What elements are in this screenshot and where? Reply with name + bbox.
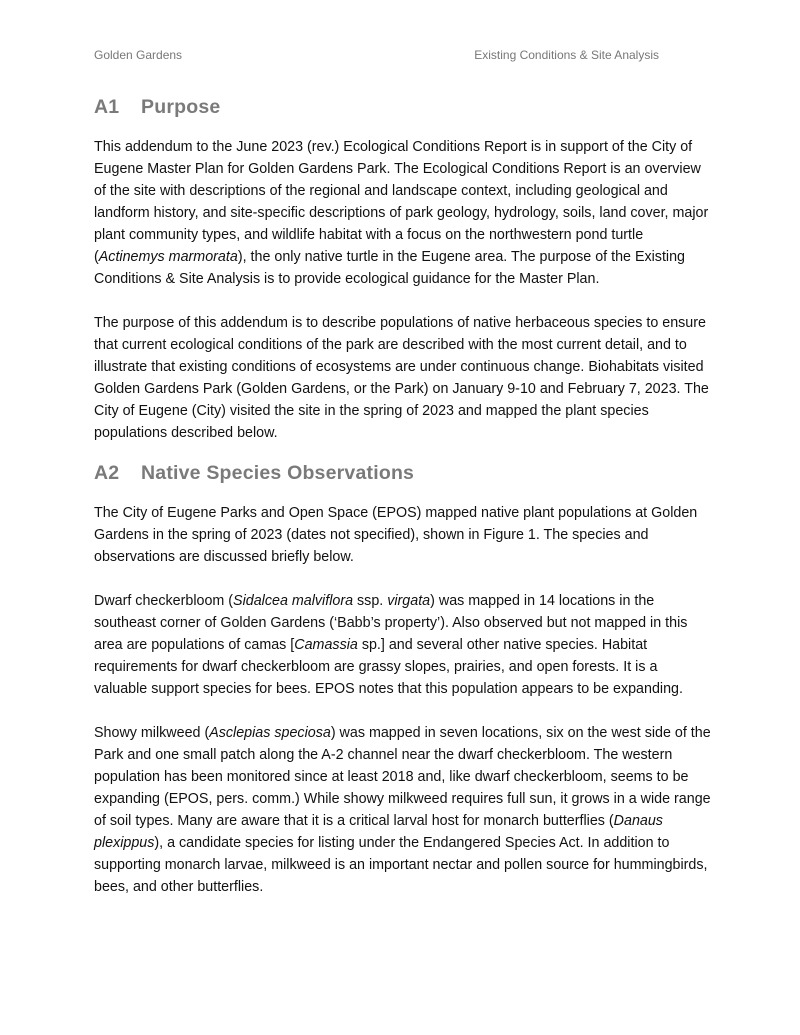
paragraph-text: The purpose of this addendum is to describe populations of native herbaceous species to ensure that current ecological conditions of the park are described with the most current detail, and to illustrate that existing conditions of ecosystems are under continuous change. Biohabitats visited Golden Gardens Park (Golden Gardens, or the Park) on January 9-10 and February 7, 2023. The City of Eugene (City) visited the site in the spring of 2023 and mapped the plant species populations described below. bbox=[94, 315, 709, 441]
paragraph-text: Showy milkweed ( bbox=[94, 725, 210, 741]
section-heading-purpose bbox=[94, 94, 714, 120]
species-name: virgata bbox=[387, 593, 431, 609]
species-name: Danaus plexippus bbox=[94, 813, 663, 851]
paragraph bbox=[94, 590, 714, 700]
running-header bbox=[94, 48, 659, 62]
paragraph-text: ), the only native turtle in the Eugene area. The purpose of the Existing Conditions & Site Analysis is to provide ecological guidance for the Master Plan. bbox=[94, 249, 686, 287]
section-heading-native-species bbox=[94, 460, 714, 486]
paragraph-text: Dwarf checkerbloom ( bbox=[94, 593, 234, 609]
header-section-title: Existing Conditions & Site Analysis bbox=[474, 48, 659, 62]
paragraph bbox=[94, 502, 714, 568]
header-document-title: Golden Gardens bbox=[94, 48, 183, 62]
paragraph-text: ssp. bbox=[353, 593, 388, 609]
species-name: Camassia bbox=[294, 637, 358, 653]
paragraph-text: The City of Eugene Parks and Open Space (EPOS) mapped native plant populations at Golden Gardens in the spring of 2023 (dates not specified), shown in Figure 1. The species and observations are discussed briefly below. bbox=[94, 505, 698, 565]
paragraph-text: ) was mapped in seven locations, six on the west side of the Park and one small patch along the A-2 channel near the dwarf checkerbloom. The western population has been monitored since at least 2018 and, like dwarf checkerbloom, seems to be expanding (EPOS, pers. comm.) While showy milkweed requires full sun, it grows in a wide range of soil types. Many are aware that it is a critical larval host for monarch butterflies ( bbox=[94, 725, 711, 829]
paragraph-text: sp.] and several other native species. Habitat requirements for dwarf checkerbloom are grassy slopes, prairies, and open forests. It is a valuable support species for bees. EPOS notes that this population appears to be expanding. bbox=[94, 637, 683, 697]
paragraph bbox=[94, 312, 714, 444]
section-title: Purpose bbox=[141, 96, 221, 118]
species-name: Actinemys marmorata bbox=[98, 249, 238, 265]
section-title: Native Species Observations bbox=[141, 462, 415, 484]
paragraph-text: This addendum to the June 2023 (rev.) Ecological Conditions Report is in support of the City of Eugene Master Plan for Golden Gardens Park. The Ecological Conditions Report is an overview of the site with descriptions of the regional and landscape context, including geological and landform history, and site-specific descriptions of park geology, hydrology, soils, land cover, major plant community types, and wildlife habitat with a focus on the northwestern pond turtle ( bbox=[94, 139, 709, 265]
species-name: Sidalcea malviflora bbox=[233, 593, 354, 609]
species-name: Asclepias speciosa bbox=[209, 725, 331, 741]
paragraph bbox=[94, 722, 714, 898]
section-number: A2 bbox=[94, 462, 120, 484]
document-body bbox=[94, 94, 714, 898]
paragraph-text: ), a candidate species for listing under the Endangered Species Act. In addition to supporting monarch larvae, milkweed is an important nectar and pollen source for hummingbirds, bees, and other butterflies. bbox=[94, 835, 708, 895]
section-number: A1 bbox=[94, 96, 120, 118]
paragraph-text: ) was mapped in 14 locations in the southeast corner of Golden Gardens (‘Babb’s property’). Also observed but not mapped in this area are populations of camas [ bbox=[94, 593, 688, 653]
paragraph bbox=[94, 136, 714, 290]
